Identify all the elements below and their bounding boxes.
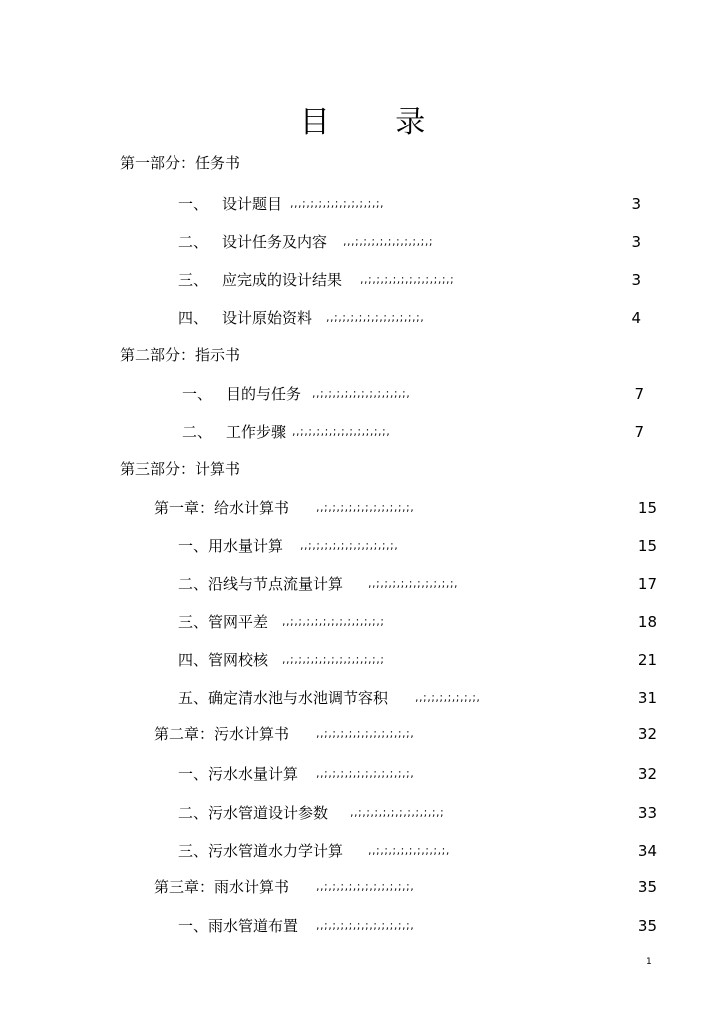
entry-text: 设计原始资料 [222, 309, 313, 327]
page-number: 15 [637, 537, 657, 555]
leader-dots: ,,;,;,;,;,;,;,;,;,;,;,; [350, 806, 445, 819]
entry-text: 五、确定清水池与水池调节容积 [178, 689, 389, 707]
entry-text: 二、污水管道设计参数 [178, 804, 329, 822]
entry-text: 目的与任务 [226, 385, 302, 403]
toc-entry[interactable] [0, 383, 725, 405]
entry-text: 二、沿线与节点流量计算 [178, 575, 344, 593]
leader-dots: ,,;,;,;,;,;,;,;,;,;,;,;, [316, 767, 415, 780]
page-number: 35 [637, 878, 657, 896]
leader-dots: ,,;,;,;,;,;,;,;,;,;,;,;, [316, 880, 415, 893]
page-number: 15 [637, 499, 657, 517]
leader-dots: ,,;,;,;,;,;,;,;,;,;,;,;, [316, 919, 415, 932]
entry-text: 工作步骤 [226, 423, 287, 441]
entry-marker: 三、 [178, 271, 209, 289]
leader-dots: ,,;,;,;,;,;,;,;,;,;,;,;,; [282, 653, 385, 666]
entry-text: 三、污水管道水力学计算 [178, 842, 344, 860]
page-number: 33 [637, 804, 657, 822]
chapter-entry[interactable] [0, 876, 725, 898]
entry-text: 四、管网校核 [178, 651, 269, 669]
part-heading-2: 第二部分：指示书 [120, 346, 241, 364]
page-number: 32 [637, 725, 657, 743]
page-number: 7 [634, 385, 644, 403]
toc-entry[interactable] [0, 421, 725, 443]
footer-page-number: 1 [646, 957, 652, 967]
entry-text: 一、雨水管道布置 [178, 917, 299, 935]
page-number: 17 [637, 575, 657, 593]
chapter-heading: 第一章：给水计算书 [154, 499, 290, 517]
entry-text: 设计题目 [222, 195, 283, 213]
toc-entry[interactable] [0, 649, 725, 671]
toc-entry[interactable] [0, 840, 725, 862]
toc-entry[interactable] [0, 763, 725, 785]
page-number: 4 [631, 309, 641, 327]
entry-text: 应完成的设计结果 [222, 271, 343, 289]
leader-dots: ,,;,;,;,;,;,;,;,;,;,;,;, [326, 311, 425, 324]
toc-entry[interactable] [0, 307, 725, 329]
toc-entry[interactable] [0, 269, 725, 291]
entry-marker: 一、 [178, 195, 209, 213]
entry-text: 设计任务及内容 [222, 233, 328, 251]
leader-dots: ,,;,;,;,;,;,;,;,;,;,;,;, [292, 425, 391, 438]
chapter-heading: 第三章：雨水计算书 [154, 878, 290, 896]
entry-marker: 二、 [178, 233, 209, 251]
page-number: 31 [637, 689, 657, 707]
toc-entry[interactable] [0, 193, 725, 215]
page-number: 7 [634, 423, 644, 441]
leader-dots: ,,;,;,;,;,;,;,;,;,;,;,;, [316, 727, 415, 740]
entry-marker: 一、 [182, 385, 213, 403]
toc-entry[interactable] [0, 611, 725, 633]
part-heading-3: 第三部分：计算书 [120, 460, 241, 478]
entry-text: 一、污水水量计算 [178, 765, 299, 783]
leader-dots: ,,;,;,;,;,;,;,;,;,;,;,;, [316, 501, 415, 514]
page-number: 35 [637, 917, 657, 935]
leader-dots: ,,;,;,;,;,;,;,;,;,;,;,;, [300, 539, 399, 552]
entry-text: 三、管网平差 [178, 613, 269, 631]
page-title: 目 录 [299, 105, 454, 140]
page-number: 3 [631, 195, 641, 213]
toc-entry[interactable] [0, 802, 725, 824]
toc-entry[interactable] [0, 535, 725, 557]
toc-entry[interactable] [0, 687, 725, 709]
chapter-heading: 第二章：污水计算书 [154, 725, 290, 743]
leader-dots: ,,;,;,;,;,;,;,;, [415, 691, 481, 704]
page-number: 34 [637, 842, 657, 860]
leader-dots: ,,;,;,;,;,;,;,;,;,;,;,; [360, 273, 455, 286]
chapter-entry[interactable] [0, 497, 725, 519]
page-number: 32 [637, 765, 657, 783]
toc-entry[interactable] [0, 231, 725, 253]
entry-marker: 四、 [178, 309, 209, 327]
page-number: 18 [637, 613, 657, 631]
entry-text: 一、用水量计算 [178, 537, 284, 555]
page-number: 3 [631, 271, 641, 289]
entry-marker: 二、 [182, 423, 213, 441]
toc-entry[interactable] [0, 573, 725, 595]
leader-dots: ,,,;,;,;,;,;,;,;,;,;,; [343, 235, 434, 248]
page-number: 3 [631, 233, 641, 251]
leader-dots: ,,;,;,;,;,;,;,;,;,;, [368, 844, 450, 857]
page-number: 21 [637, 651, 657, 669]
toc-entry[interactable] [0, 915, 725, 937]
leader-dots: ,,;,;,;,;,;,;,;,;,;,;,;,; [282, 615, 385, 628]
chapter-entry[interactable] [0, 723, 725, 745]
part-heading-1: 第一部分：任务书 [120, 154, 241, 172]
leader-dots: ,,;,;,;,;,;,;,;,;,;,;, [368, 577, 459, 590]
leader-dots: ,,;,;,;,;,;,;,;,;,;,;,;, [312, 387, 411, 400]
leader-dots: ,,,;,;,;,;,;,;,;,;,;,;, [290, 197, 385, 210]
